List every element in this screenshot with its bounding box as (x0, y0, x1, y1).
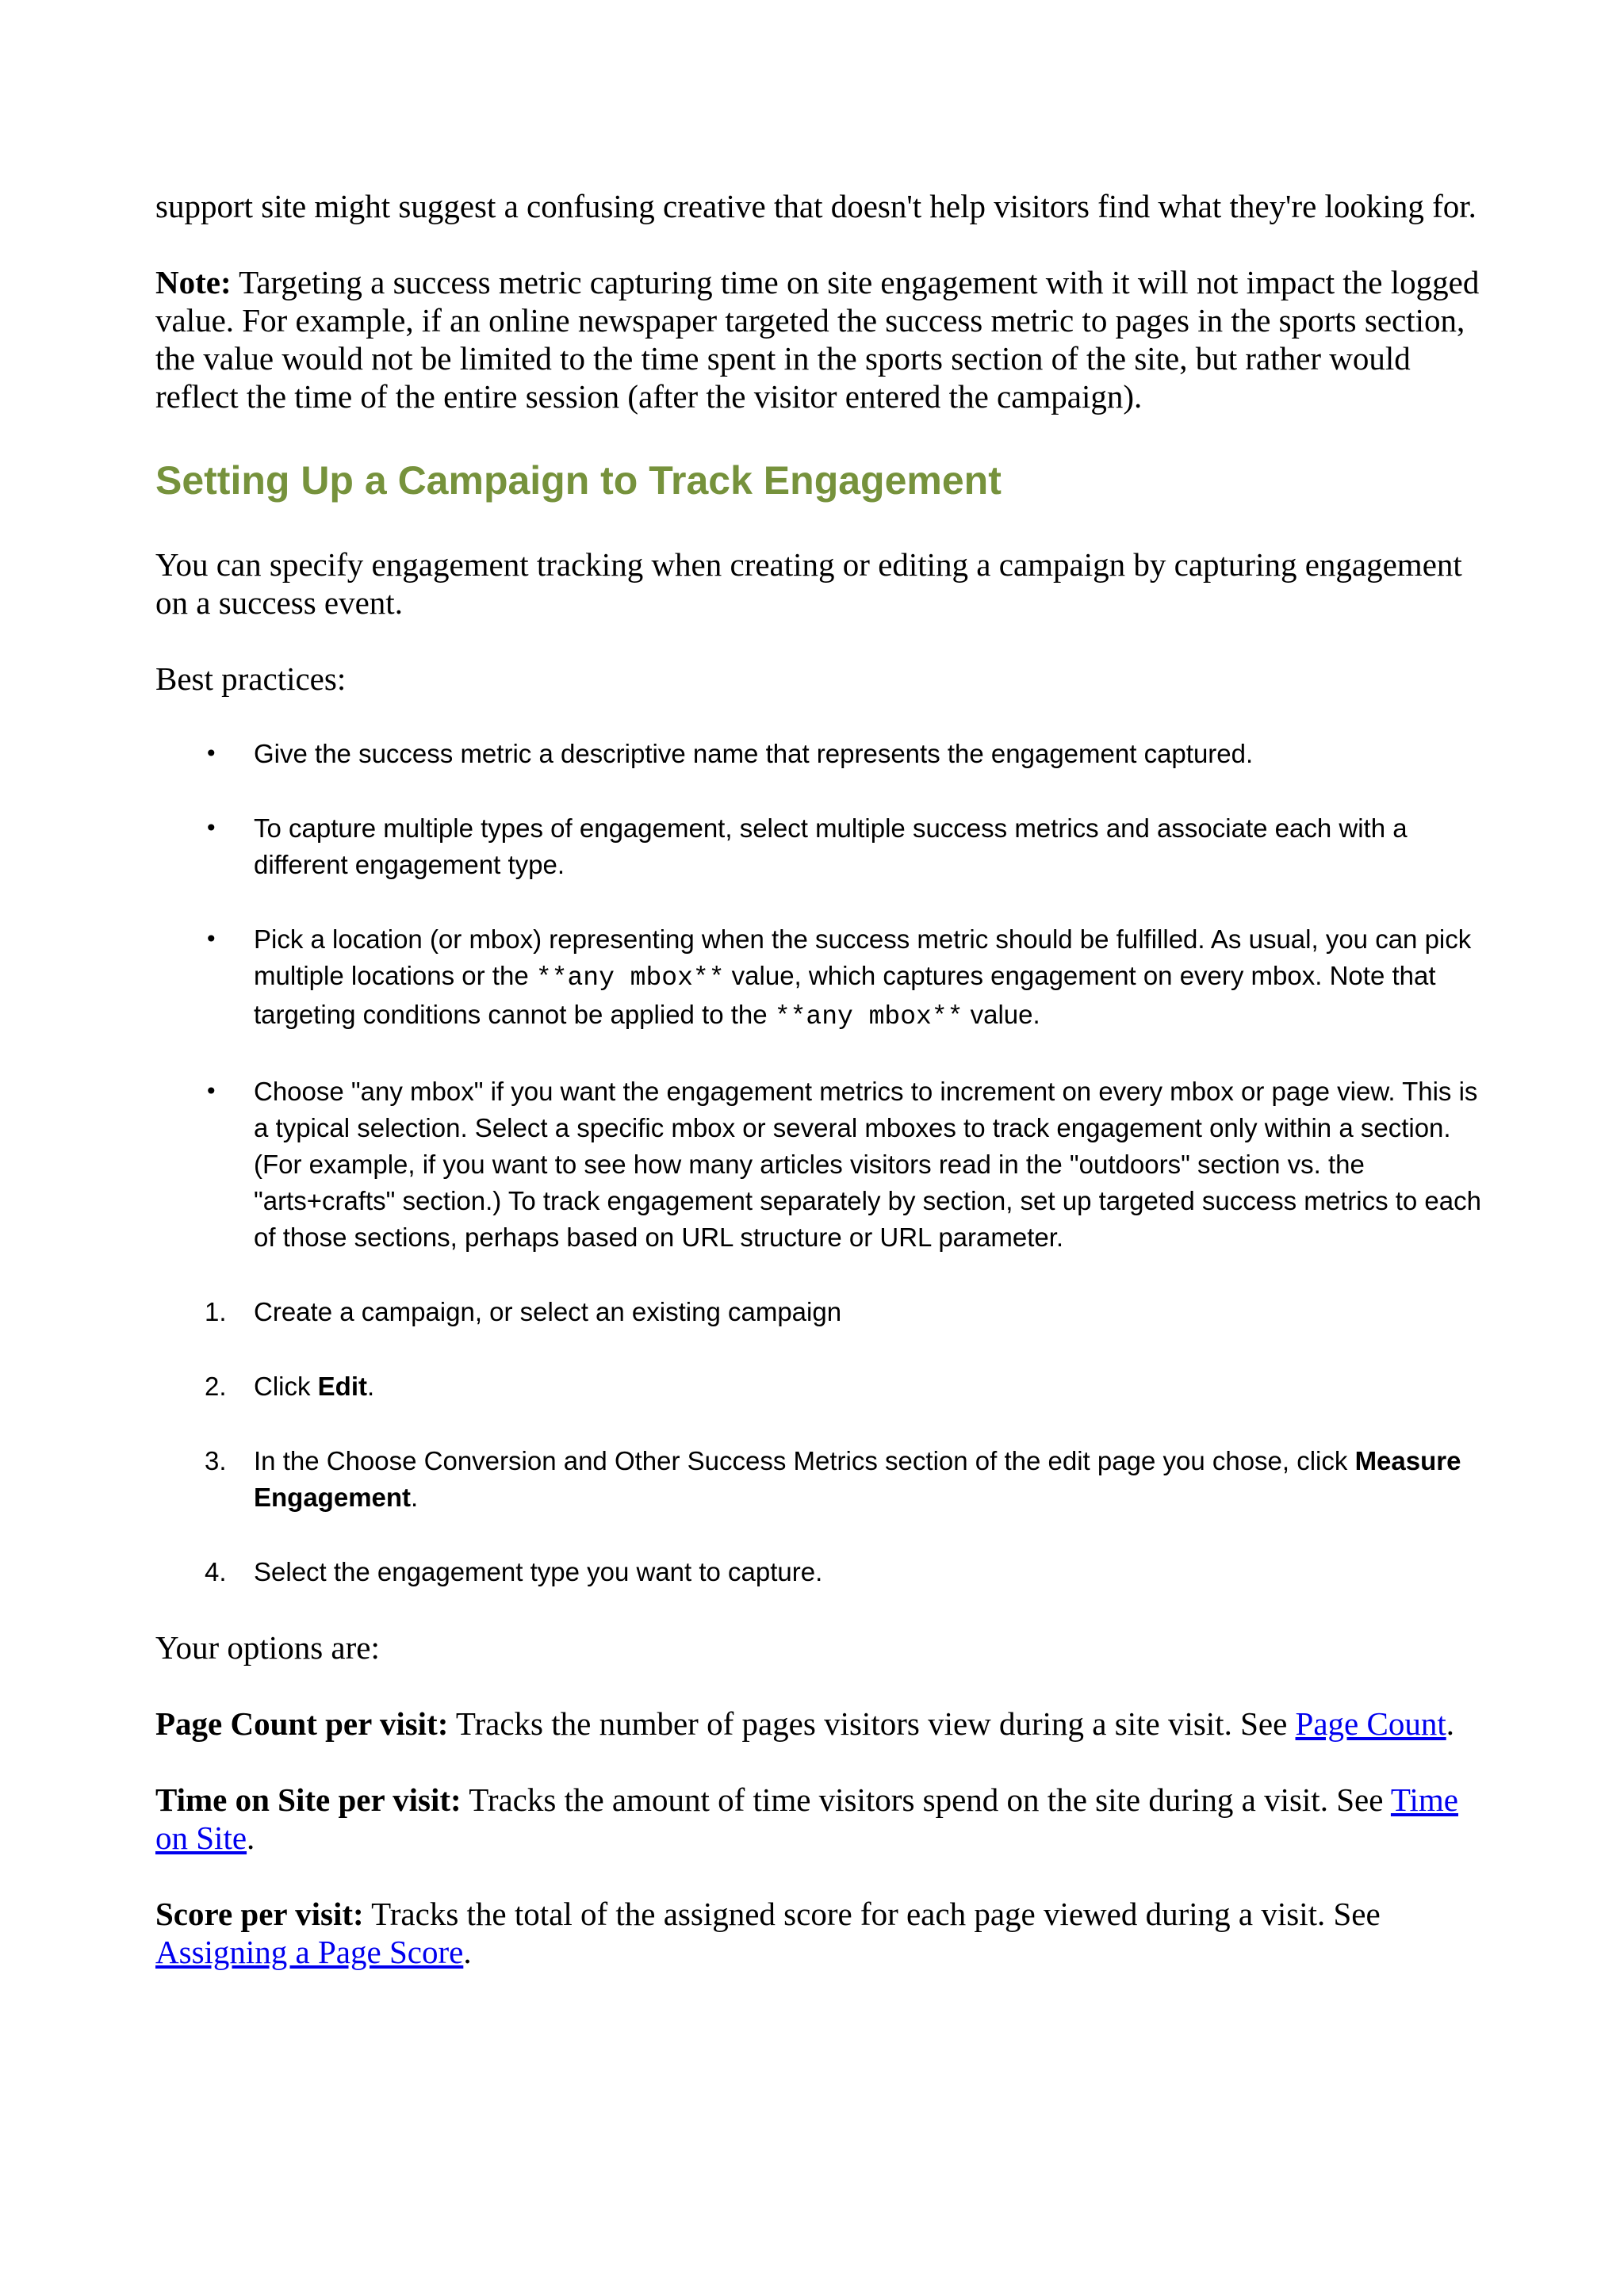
steps-list (155, 1294, 1488, 1590)
measure-engagement-label: Measure Engagement (254, 1446, 1461, 1512)
document-page (155, 187, 1488, 1971)
list-item (155, 1554, 1488, 1590)
list-item (155, 1294, 1488, 1330)
page-count-link[interactable]: Page Count (1295, 1705, 1446, 1742)
list-item (155, 1073, 1488, 1256)
option-text: Tracks the total of the assigned score for each page viewed during a visit. See (363, 1896, 1381, 1932)
option-text: Tracks the amount of time visitors spend on the site during a visit. See (461, 1781, 1391, 1818)
intro-paragraph (155, 187, 1488, 225)
period: . (463, 1934, 472, 1970)
option-time-on-site (155, 1781, 1488, 1857)
step-number: 2. (205, 1372, 227, 1401)
list-item (155, 1368, 1488, 1405)
list-item (155, 1443, 1488, 1516)
assigning-page-score-link[interactable]: Assigning a Page Score (155, 1934, 464, 1970)
note-label: Note: (155, 264, 232, 300)
step-text: In the Choose Conversion and Other Success Metrics section of the edit page you chose, click (254, 1446, 1355, 1475)
bullet-marker: • (205, 815, 218, 841)
options-intro: Your options are: (155, 1629, 380, 1666)
section-heading: Setting Up a Campaign to Track Engagement (155, 458, 1002, 503)
option-label: Page Count per visit: (155, 1705, 449, 1742)
step-number: 4. (205, 1557, 227, 1586)
note-paragraph (155, 263, 1488, 415)
bullet-marker: • (205, 1078, 218, 1104)
bullet-text: value. (963, 1000, 1040, 1029)
intro-text: support site might suggest a confusing creative that doesn't help visitors find what they're looking for. (155, 188, 1477, 224)
bullet-text: To capture multiple types of engagement, select multiple success metrics and associate each with a different engagement type. (254, 813, 1408, 879)
list-item (155, 921, 1488, 1035)
note-text: Targeting a success metric capturing time on site engagement with it will not impact the logged value. For example, if an online newspaper targeted the success metric to pages in the sports section, the value would not be limited to the time spent in the sports section of the site, but rather would reflect the time of the entire session (after the visitor entered the campaign). (155, 264, 1480, 415)
edit-label: Edit (317, 1372, 367, 1401)
best-practices-label: Best practices: (155, 660, 347, 697)
bullet-text: Choose "any mbox" if you want the engagement metrics to increment on every mbox or page view. This is a typical selection. Select a specific mbox or several mboxes to track engagement only within a section. (For example, if you want to see how many articles visitors read in the "outdoors" section vs. the "arts+crafts" section.) To track engagement separately by section, set up targeted success metrics to each of those sections, perhaps based on URL structure or URL parameter. (254, 1077, 1481, 1252)
step-text-end: . (411, 1483, 419, 1512)
bullet-text: value, which captures engagement on every mbox. Note that targeting conditions cannot be applied to the (254, 961, 1436, 1029)
option-score (155, 1895, 1488, 1971)
bullet-text: Pick a location (or mbox) representing when the success metric should be fulfilled. As usual, you can pick multiple locations or the (254, 924, 1472, 990)
section-lead: You can specify engagement tracking when creating or editing a campaign by capturing engagement on a success event. (155, 546, 1462, 621)
period: . (1446, 1705, 1454, 1742)
code-any-mbox: **any mbox** (535, 963, 725, 993)
bullet-marker: • (205, 926, 218, 952)
step-number: 3. (205, 1446, 227, 1475)
step-number: 1. (205, 1297, 227, 1326)
option-text: Tracks the number of pages visitors view during a site visit. See (448, 1705, 1296, 1742)
step-text: Click (254, 1372, 318, 1401)
period: . (247, 1820, 255, 1856)
option-page-count (155, 1705, 1488, 1743)
list-item (155, 736, 1488, 772)
list-item (155, 810, 1488, 883)
step-text-end: . (367, 1372, 375, 1401)
code-any-mbox: **any mbox** (774, 1002, 963, 1031)
option-label: Score per visit: (155, 1896, 364, 1932)
best-practices-list (155, 736, 1488, 1256)
step-text: Create a campaign, or select an existing campaign (254, 1297, 842, 1326)
bullet-marker: • (205, 740, 218, 767)
step-text: Select the engagement type you want to capture. (254, 1557, 823, 1586)
time-on-site-link[interactable]: Time on Site (155, 1781, 1459, 1856)
option-label: Time on Site per visit: (155, 1781, 462, 1818)
bullet-text: Give the success metric a descriptive name that represents the engagement captured. (254, 739, 1254, 768)
